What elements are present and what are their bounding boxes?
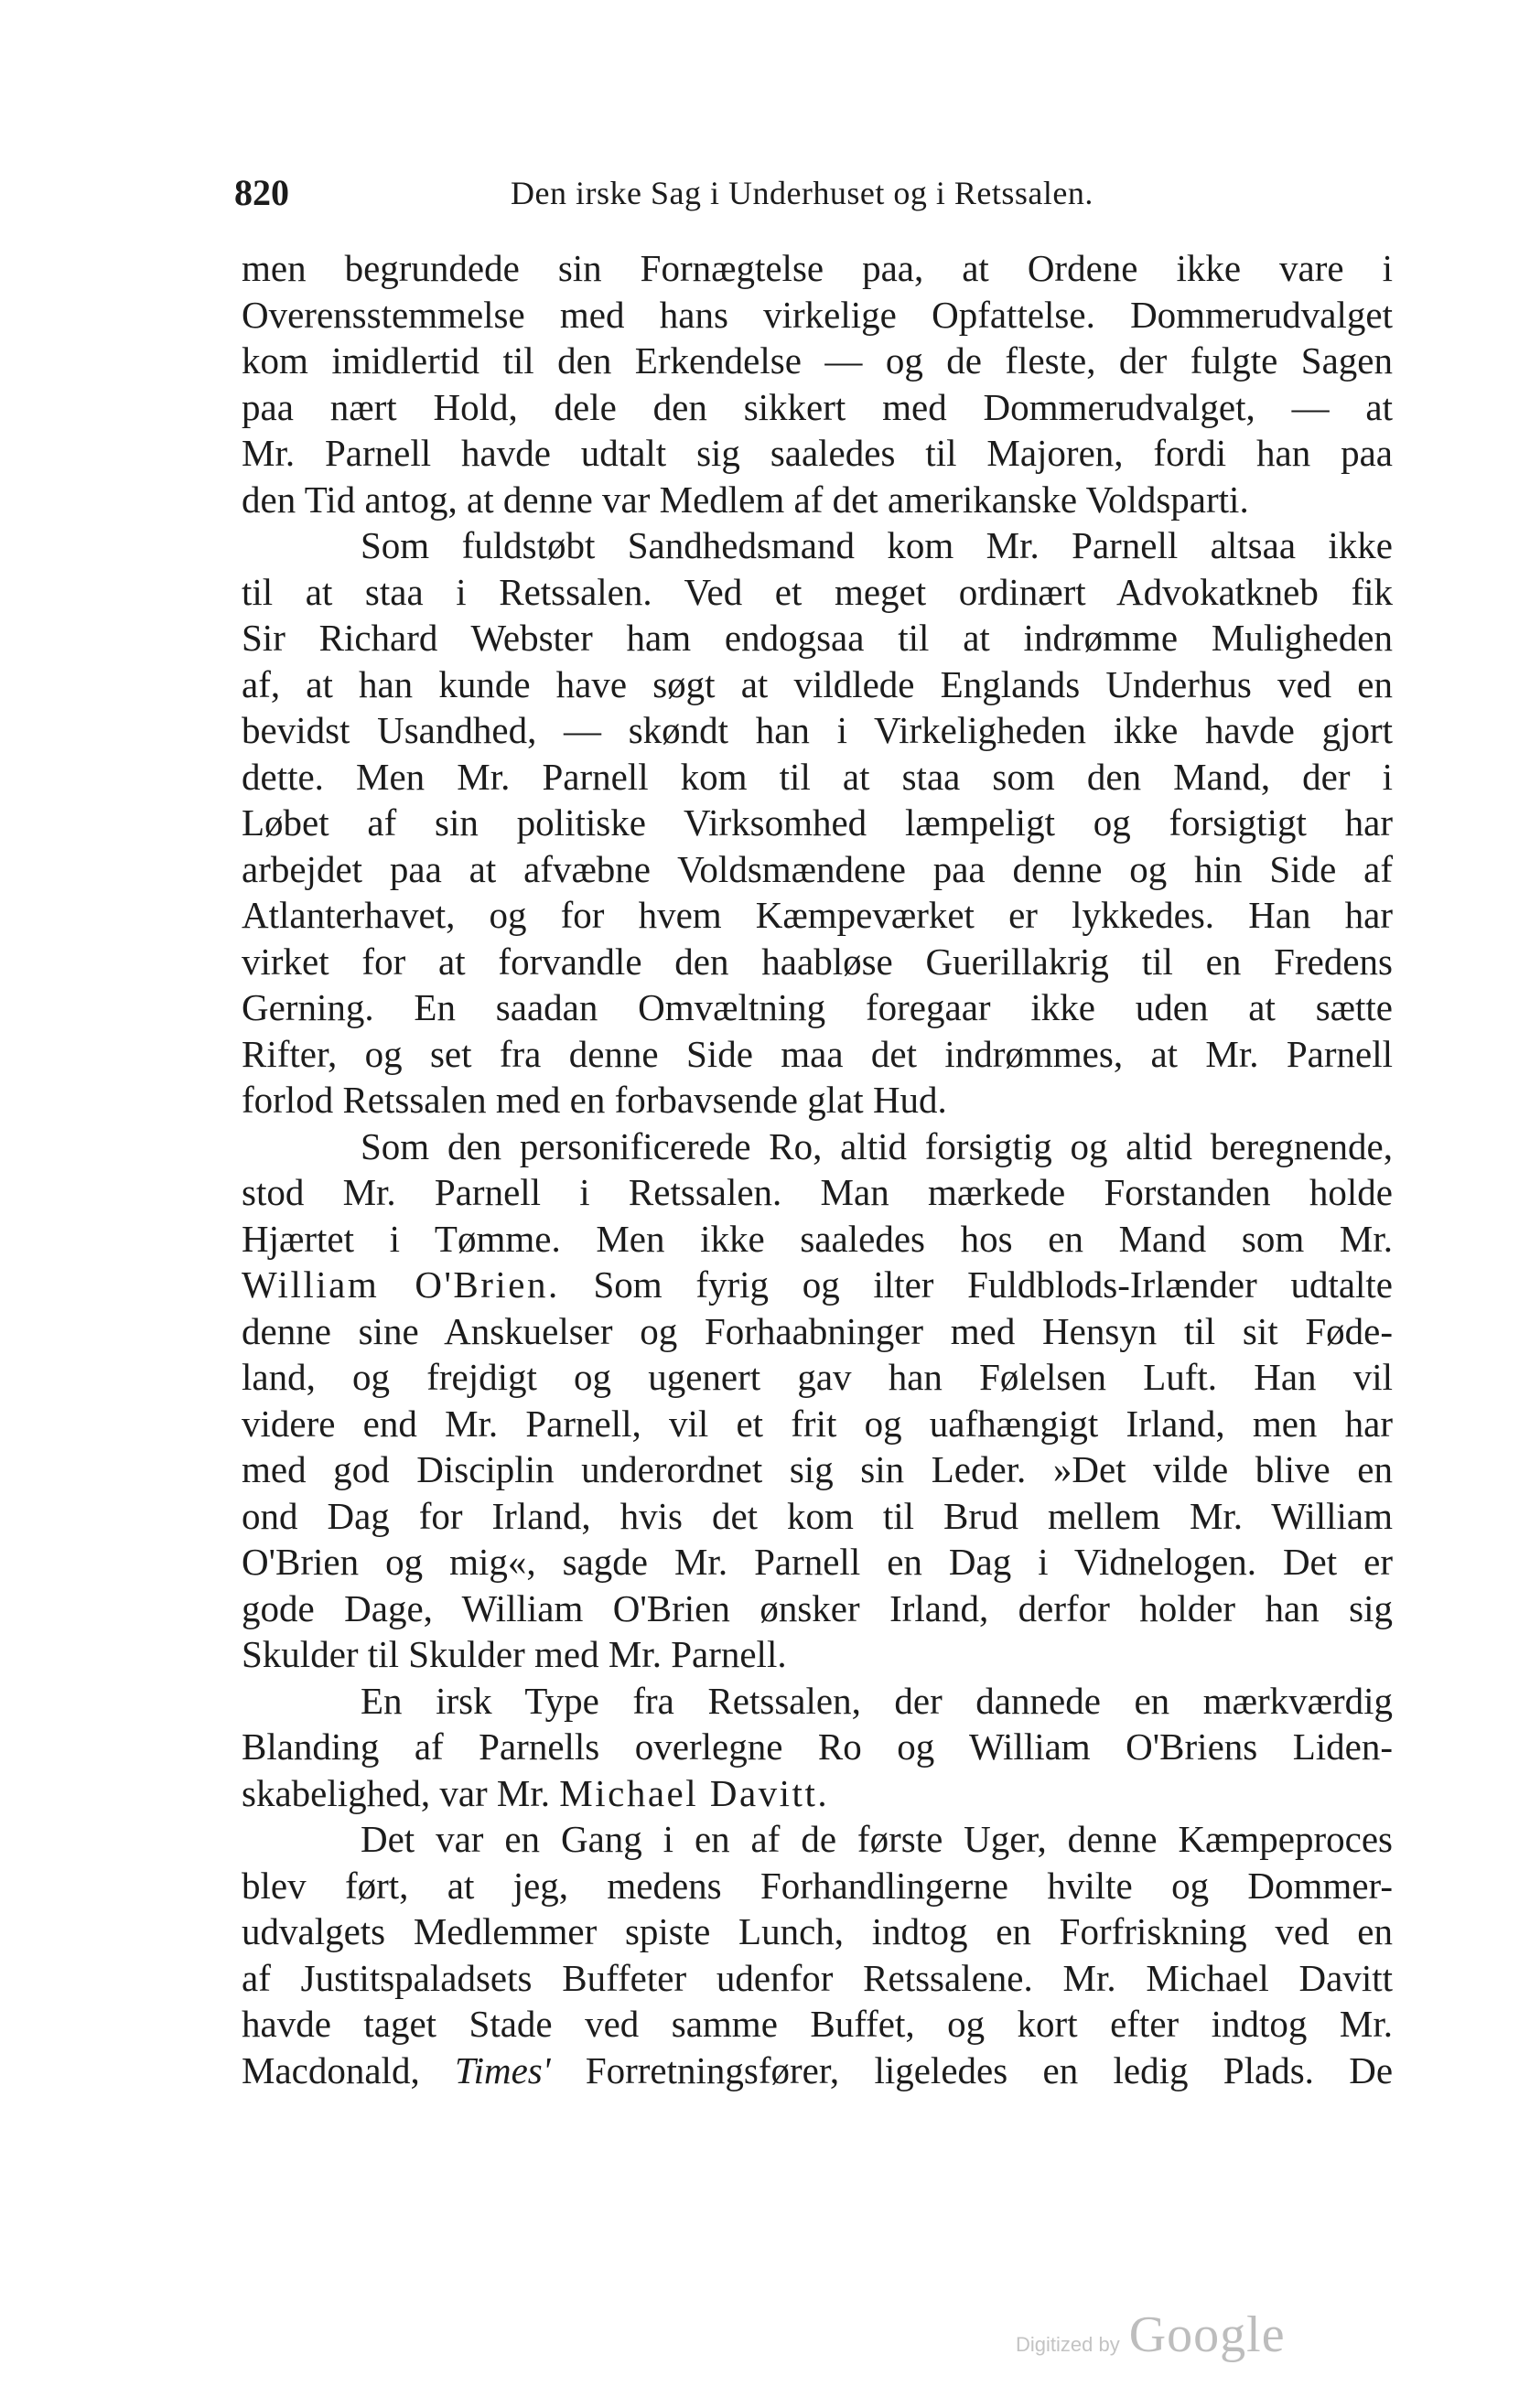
text-line [242, 1770, 1393, 1817]
line-text: Forretningsfører, ligeledes en ledig Plads. De [585, 2048, 1394, 2091]
text-line: stod Mr. Parnell i Retssalen. Man mærkede Forstanden holde [242, 1171, 1393, 1213]
text-line: denne sine Anskuelser og Forhaabninger med Hensyn til sit Føde- [242, 1309, 1393, 1352]
text-line: Rifter, og set fra denne Side maa det indrømmes, at Mr. Parnell [242, 1032, 1393, 1075]
times-italic: Times' [455, 2048, 551, 2091]
digitized-by-text: Digitized by [1016, 2333, 1120, 2356]
text-line: af, at han kunde have søgt at vildlede Englands Underhus ved en [242, 662, 1393, 705]
text-line: Som den personificerede Ro, altid forsigtig og altid beregnende, [361, 1124, 1393, 1167]
text-line: land, og frejdigt og ugenert gav han Følelsen Luft. Han vil [242, 1356, 1393, 1398]
text-line: Det var en Gang i en af de første Uger, denne Kæmpeproces [361, 1818, 1393, 1860]
text-line: Skulder til Skulder med Mr. Parnell. [242, 1633, 787, 1675]
text-line: blev ført, at jeg, medens Forhandlingerne hvilte og Dommer- [242, 1864, 1393, 1907]
text-line: den Tid antog, at denne var Medlem af det amerikanske Voldsparti. [242, 478, 1249, 521]
name-michael-davitt: Michael Davitt. [559, 1771, 830, 1814]
text-line: Mr. Parnell havde udtalt sig saaledes til Majoren, fordi han paa [242, 432, 1393, 474]
text-line: havde taget Stade ved samme Buffet, og kort efter indtog Mr. [242, 2003, 1393, 2045]
running-head: Den irske Sag i Underhuset og i Retssalen. [511, 175, 1093, 211]
google-logo: Google [1128, 2306, 1286, 2363]
text-line: dette. Men Mr. Parnell kom til at staa som den Mand, der i [242, 755, 1393, 798]
text-line: med god Disciplin underordnet sig sin Leder. »Det vilde blive en [242, 1448, 1393, 1490]
text-line: af Justitspaladsets Buffeter udenfor Retssalene. Mr. Michael Davitt [242, 1956, 1393, 1999]
text-line: Løbet af sin politiske Virksomhed læmpeligt og forsigtigt har [242, 801, 1393, 844]
text-line: Sir Richard Webster ham endogsaa til at indrømme Muligheden [242, 617, 1393, 659]
text-line: arbejdet paa at afvæbne Voldsmændene paa denne og hin Side af [242, 847, 1393, 890]
text-line: bevidst Usandhed, — skøndt han i Virkeligheden ikke havde gjort [242, 709, 1393, 751]
digitized-by-google-watermark [1016, 2306, 1286, 2363]
text-line: Blanding af Parnells overlegne Ro og William O'Briens Liden- [242, 1725, 1393, 1768]
text-line: forlod Retssalen med en forbavsende glat Hud. [242, 1079, 947, 1121]
line-text: skabelighed, var Mr. [242, 1771, 551, 1814]
text-line: gode Dage, William O'Brien ønsker Irland, derfor holder han sig [242, 1586, 1393, 1629]
text-line: paa nært Hold, dele den sikkert med Dommerudvalget, — at [242, 385, 1393, 428]
text-line: videre end Mr. Parnell, vil et frit og uafhængigt Irland, men har [242, 1402, 1393, 1445]
page-header [234, 170, 1387, 216]
body-text [242, 245, 1393, 2093]
text-line: ond Dag for Irland, hvis det kom til Brud mellem Mr. William [242, 1494, 1393, 1537]
text-line [242, 1262, 1393, 1308]
line-text: Som fyrig og ilter Fuldblods-Irlænder udtalte [593, 1263, 1394, 1306]
text-line [242, 2048, 1393, 2094]
line-text: Macdonald, [242, 2048, 420, 2091]
text-line: udvalgets Medlemmer spiste Lunch, indtog en Forfriskning ved en [242, 1910, 1393, 1952]
text-line: Atlanterhavet, og for hvem Kæmpeværket er lykkedes. Han har [242, 894, 1393, 936]
text-line: Gerning. En saadan Omvæltning foregaar ikke uden at sætte [242, 986, 1393, 1028]
text-line: O'Brien og mig«, sagde Mr. Parnell en Dag i Vidnelogen. Det er [242, 1541, 1393, 1583]
text-line: kom imidlertid til den Erkendelse — og de fleste, der fulgte Sagen [242, 339, 1393, 382]
text-line: til at staa i Retssalen. Ved et meget ordinært Advokatkneb fik [242, 570, 1393, 613]
text-line: Overensstemmelse med hans virkelige Opfattelse. Dommerudvalget [242, 293, 1393, 336]
name-william-obrien: William O'Brien. [242, 1263, 560, 1306]
text-line: virket for at forvandle den haabløse Guerillakrig til en Fredens [242, 940, 1393, 983]
text-line: men begrundede sin Fornægtelse paa, at Ordene ikke vare i [242, 247, 1393, 289]
text-line: Hjærtet i Tømme. Men ikke saaledes hos en Mand som Mr. [242, 1217, 1393, 1260]
text-line: En irsk Type fra Retssalen, der dannede en mærkværdig [361, 1679, 1393, 1722]
text-line: Som fuldstøbt Sandhedsmand kom Mr. Parnell altsaa ikke [361, 524, 1393, 566]
page-number: 820 [234, 172, 289, 213]
